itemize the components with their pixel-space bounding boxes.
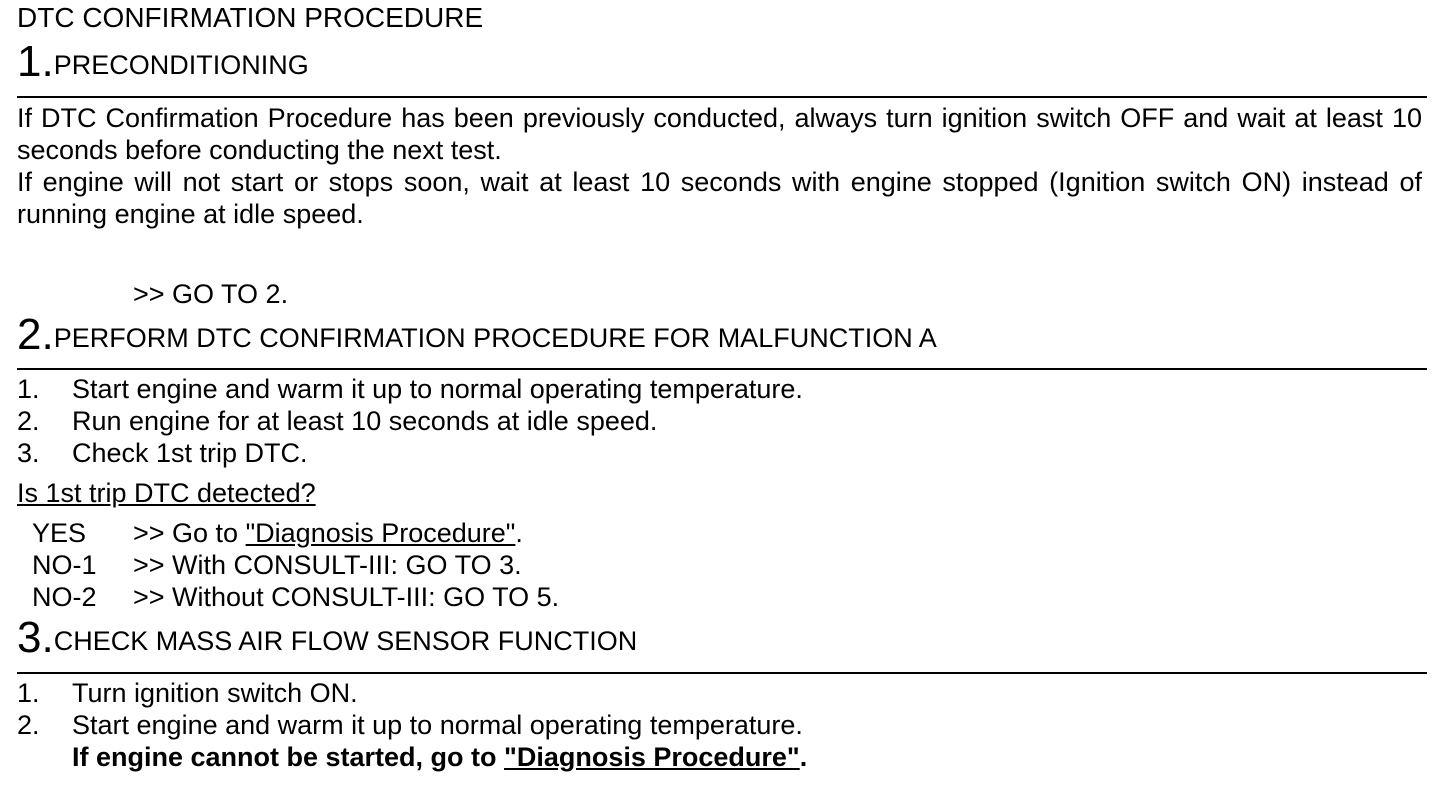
step-1-number: 1.	[17, 37, 54, 86]
answer-key: YES	[32, 518, 87, 548]
step-2-heading	[17, 310, 937, 359]
answer-row-no-2: NO-2 >> Without CONSULT-III: GO TO 5.	[32, 582, 560, 612]
step-1-paragraph-1: If DTC Confirmation Procedure has been previously conducted, always turn ignition switch OFF and wait at least 10 seconds before conducting the next test.	[17, 103, 1422, 165]
list-item: 3. Check 1st trip DTC.	[17, 438, 308, 468]
diagnosis-procedure-link[interactable]: "Diagnosis Procedure"	[245, 518, 516, 548]
step-1-divider	[17, 96, 1427, 98]
diagnosis-procedure-link[interactable]: "Diagnosis Procedure"	[504, 742, 800, 772]
step-3-divider	[17, 672, 1427, 674]
answer-row-yes: YES >> Go to "Diagnosis Procedure".	[32, 518, 523, 548]
step-1-heading	[17, 37, 309, 86]
answer-key: NO-2	[32, 582, 97, 612]
step-2-divider	[17, 368, 1427, 370]
step-2-question: Is 1st trip DTC detected?	[17, 478, 316, 508]
step-2-title: PERFORM DTC CONFIRMATION PROCEDURE FOR MALFUNCTION A	[53, 323, 937, 353]
step-1-paragraph-2: If engine will not start or stops soon, wait at least 10 seconds with engine stopped (Ignition switch ON) instead of running engine at idle speed.	[17, 167, 1422, 229]
step-1-goto: >> GO TO 2.	[133, 279, 289, 309]
answer-key: NO-1	[32, 550, 97, 580]
list-item: 1. Start engine and warm it up to normal operating temperature.	[17, 374, 803, 404]
list-item: 2. Run engine for at least 10 seconds at idle speed.	[17, 406, 658, 436]
step-3-title: CHECK MASS AIR FLOW SENSOR FUNCTION	[53, 626, 638, 656]
step-3-number: 3.	[17, 613, 54, 662]
step-2-number: 2.	[17, 310, 54, 359]
step-3-note: If engine cannot be started, go to "Diagnosis Procedure".	[72, 742, 808, 772]
page-title: DTC CONFIRMATION PROCEDURE	[17, 2, 484, 33]
step-3-heading	[17, 613, 638, 662]
list-item: 1. Turn ignition switch ON.	[17, 678, 358, 708]
list-item: 2. Start engine and warm it up to normal operating temperature.	[17, 710, 803, 740]
answer-row-no-1: NO-1 >> With CONSULT-III: GO TO 3.	[32, 550, 522, 580]
step-1-title: PRECONDITIONING	[53, 50, 309, 80]
